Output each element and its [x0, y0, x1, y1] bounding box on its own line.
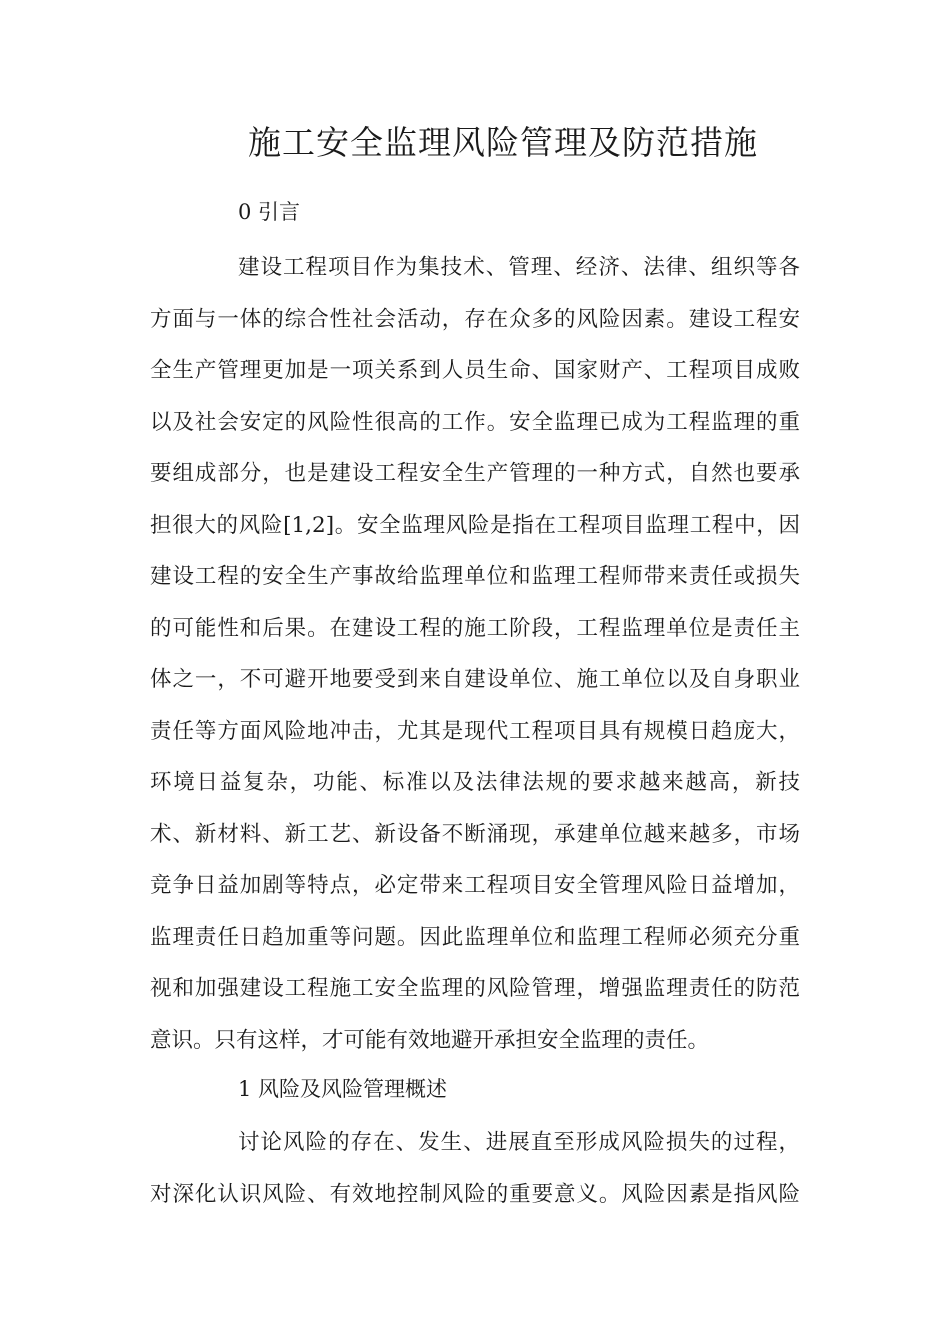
paragraph-risk-overview	[150, 1117, 800, 1220]
text-line: 方面与一体的综合性社会活动，存在众多的风险因素。建设工程安	[150, 306, 800, 332]
text-line: 对深化认识风险、有效地控制风险的重要意义。风险因素是指风险	[150, 1181, 800, 1207]
text-line: 环境日益复杂，功能、标准以及法律法规的要求越来越高，新技	[150, 770, 800, 795]
text-line: 建设工程的安全生产事故给监理单位和监理工程师带来责任或损失	[150, 564, 800, 589]
text-line: 视和加强建设工程施工安全监理的风险管理，增强监理责任的防范	[150, 976, 800, 1001]
section-heading-introduction: 0 引言	[238, 200, 301, 224]
text-line: 责任等方面风险地冲击，尤其是现代工程项目具有规模日趋庞大，	[150, 718, 800, 744]
text-line: 的可能性和后果。在建设工程的施工阶段，工程监理单位是责任主	[150, 615, 800, 641]
document-title: 施工安全监理风险管理及防范措施	[248, 123, 758, 162]
text-line: 术、新材料、新工艺、新设备不断涌现，承建单位越来越多，市场	[150, 821, 800, 847]
text-line: 意识。只有这样，才可能有效地避开承担安全监理的责任。	[150, 1027, 710, 1053]
text-line: 要组成部分，也是建设工程安全生产管理的一种方式，自然也要承	[150, 461, 800, 486]
text-line: 建设工程项目作为集技术、管理、经济、法律、组织等各	[238, 255, 800, 280]
text-line: 讨论风险的存在、发生、进展直至形成风险损失的过程，	[238, 1130, 800, 1155]
section-heading-risk-overview: 1 风险及风险管理概述	[238, 1077, 448, 1101]
text-line: 以及社会安定的风险性很高的工作。安全监理已成为工程监理的重	[150, 409, 800, 435]
text-line: 担很大的风险[1,2]。安全监理风险是指在工程项目监理工程中，因	[150, 512, 800, 538]
text-line: 体之一，不可避开地要受到来自建设单位、施工单位以及自身职业	[150, 667, 800, 692]
text-line: 全生产管理更加是一项关系到人员生命、国家财产、工程项目成败	[150, 358, 800, 383]
paragraph-introduction	[150, 242, 800, 1066]
text-line: 竞争日益加剧等特点，必定带来工程项目安全管理风险日益增加，	[150, 873, 800, 898]
text-line: 监理责任日趋加重等问题。因此监理单位和监理工程师必须充分重	[150, 924, 800, 950]
